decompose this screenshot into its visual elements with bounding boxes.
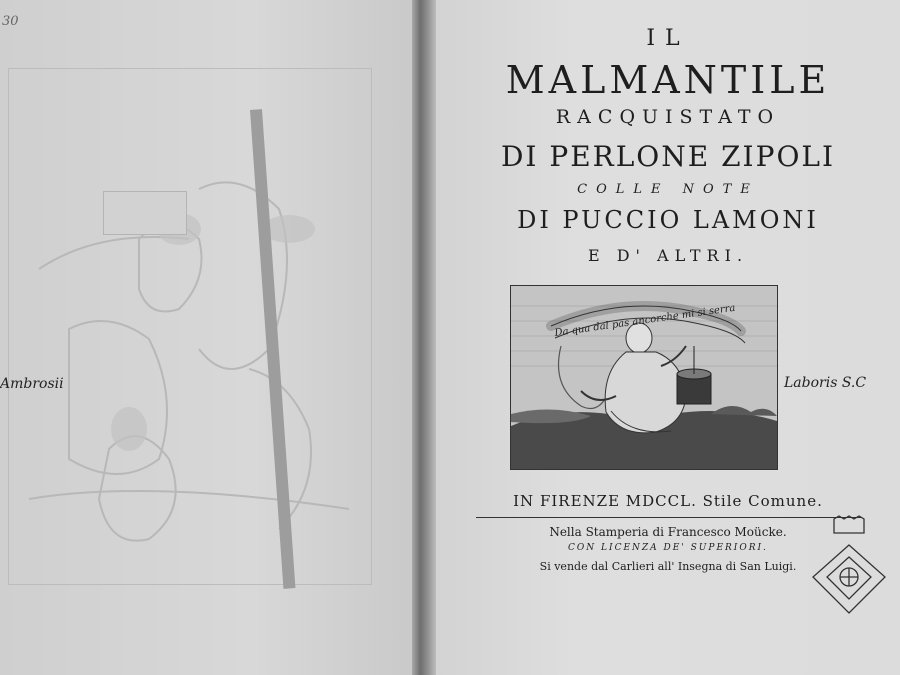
title-line-colle-note: COLLE NOTE xyxy=(577,182,759,197)
signature-left: Ambrosii xyxy=(0,376,64,392)
imprint-city: IN FIRENZE MDCCL. Stile Comune. xyxy=(513,492,823,510)
title-line-il: IL xyxy=(646,26,690,51)
left-page xyxy=(0,0,418,675)
title-page xyxy=(436,0,900,675)
motto-text: Da qua dal pas ancorche mi si serra xyxy=(553,302,737,339)
book-gutter xyxy=(412,0,436,675)
imprint-license: CON LICENZA DE' SUPERIORI. xyxy=(568,543,768,553)
title-line-daltri: E D' ALTRI. xyxy=(587,246,749,265)
title-line-racquistato: RACQUISTATO xyxy=(555,106,781,128)
title-line-malmantile: MALMANTILE xyxy=(505,58,831,102)
ghost-plaque xyxy=(103,191,187,235)
vignette-motto xyxy=(511,286,777,469)
imprint-press: Nella Stamperia di Francesco Moücke. xyxy=(549,525,787,539)
signature-right: Laboris S.C xyxy=(784,375,867,391)
library-stamp-icon xyxy=(804,515,894,625)
imprint-sold: Si vende dal Carlieri all' Insegna di San Luigi. xyxy=(539,560,797,573)
ghost-engraving-image xyxy=(9,69,371,584)
folio-number: 30 xyxy=(2,14,19,29)
title-line-commentator: DI PUCCIO LAMONI xyxy=(517,206,819,234)
ghost-engraving-frame xyxy=(8,68,372,585)
title-line-author: DI PERLONE ZIPOLI xyxy=(500,140,836,173)
engraved-vignette xyxy=(510,285,778,470)
